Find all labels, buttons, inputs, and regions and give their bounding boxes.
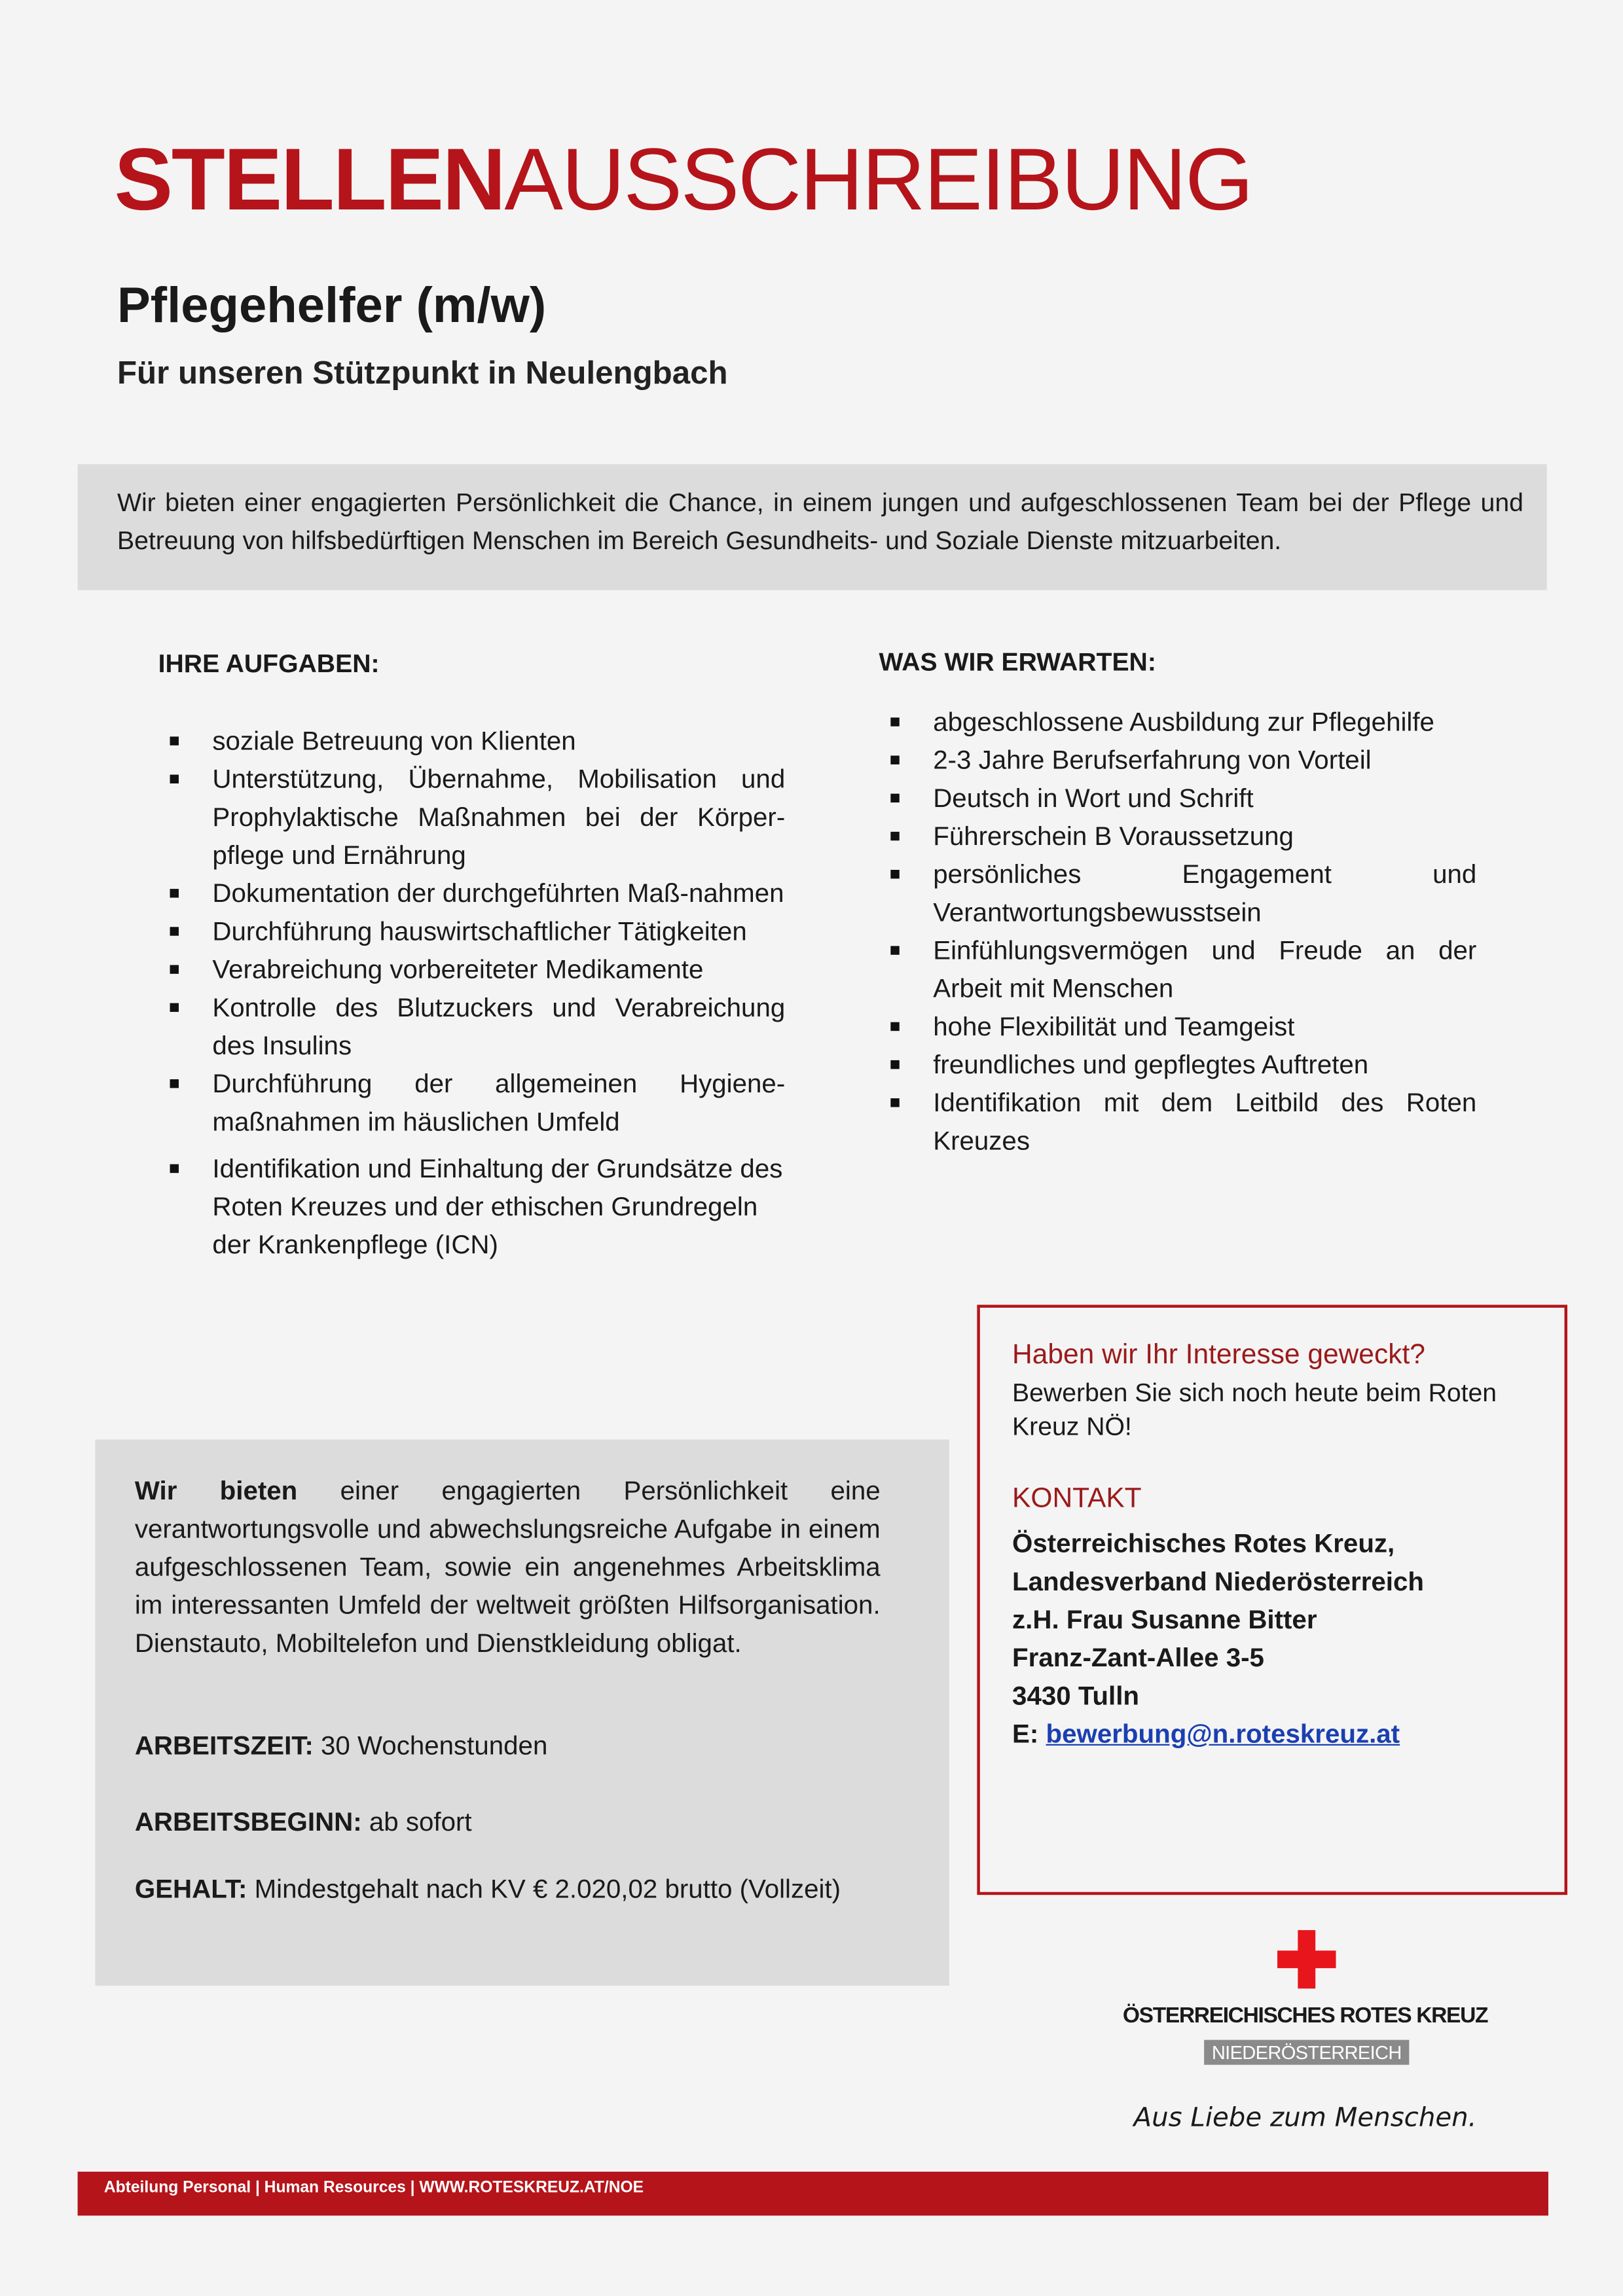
title-bold: STELLEN bbox=[114, 130, 505, 229]
start-value: ab sofort bbox=[361, 1806, 472, 1837]
intro-text: Wir bieten einer engagierten Persönlichkeit die Chance, in einem jungen und aufgeschlossenen Team bei der Pflege und Betreuung von hilfsbedürftigen Menschen im Bereich Gesundheits- und Soziale Dienste mitzuarbeiten. bbox=[117, 488, 1523, 555]
address-line: 3430 Tulln bbox=[1012, 1681, 1140, 1711]
tasks-heading: IHRE AUFGABEN: bbox=[158, 649, 380, 678]
email-link[interactable]: bewerbung@n.roteskreuz.at bbox=[1046, 1719, 1400, 1749]
expectations-list bbox=[886, 703, 1477, 1160]
address-line: Österreichisches Rotes Kreuz, bbox=[1012, 1528, 1395, 1558]
salary-value: Mindestgehalt nach KV € 2.020,02 brutto (Vollzeit) bbox=[247, 1874, 841, 1904]
email-line bbox=[1012, 1715, 1424, 1753]
worktime bbox=[135, 1727, 881, 1765]
footer-bar bbox=[78, 2172, 1548, 2215]
list-item: Durchführung der allgemeinen Hygiene-maßnahmen im häuslichen Umfeld bbox=[166, 1065, 785, 1141]
red-cross-icon bbox=[1277, 1930, 1336, 1988]
list-item: Kontrolle des Blutzuckers und Verabreichung des Insulins bbox=[166, 988, 785, 1064]
salary-label: GEHALT: bbox=[134, 1874, 247, 1904]
job-title: Pflegehelfer (m/w) bbox=[117, 278, 547, 334]
start-date bbox=[135, 1803, 881, 1840]
list-item: Deutsch in Wort und Schrift bbox=[886, 779, 1477, 817]
list-item: Unterstützung, Übernahme, Mobilisation und Prophylaktische Maßnahmen bei der Körper-pflege und Ernährung bbox=[166, 760, 785, 874]
list-item: soziale Betreuung von Klienten bbox=[166, 722, 785, 760]
list-item: Identifikation und Einhaltung der Grundsätze des Roten Kreuzes und der ethischen Grundregeln der Krankenpflege (ICN) bbox=[166, 1149, 785, 1264]
title-regular: AUSSCHREIBUNG bbox=[504, 130, 1252, 229]
logo-org-name: ÖSTERREICHISCHES ROTES KREUZ bbox=[1122, 2003, 1488, 2028]
worktime-value: 30 Wochenstunden bbox=[313, 1731, 548, 1761]
offer-body: einer engagierten Persönlichkeit eine verantwortungsvolle und abwechslungsreiche Aufgabe in einem aufgeschlossenen Team, sowie ein angenehmes Arbeitsklima im interessanten Umfeld der weltweit größten Hilfsorganisation. Dienstauto, Mobiltelefon und Dienstkleidung obligat. bbox=[134, 1476, 881, 1658]
list-item: persönliches Engagement und Verantwortungsbewusstsein bbox=[886, 855, 1477, 931]
interest-question: Haben wir Ihr Interesse geweckt? bbox=[1012, 1340, 1425, 1371]
salary bbox=[135, 1870, 881, 1908]
start-label: ARBEITSBEGINN: bbox=[134, 1806, 362, 1837]
list-item: Durchführung hauswirtschaftlicher Tätigkeiten bbox=[166, 912, 785, 950]
address-line: z.H. Frau Susanne Bitter bbox=[1012, 1605, 1317, 1634]
intro-box bbox=[78, 464, 1547, 590]
logo-slogan: Aus Liebe zum Menschen. bbox=[1133, 2102, 1477, 2134]
list-item: freundliches und gepflegtes Auftreten bbox=[886, 1046, 1477, 1084]
apply-text: Bewerben Sie sich noch heute beim Roten Kreuz NÖ! bbox=[1012, 1378, 1497, 1441]
tasks-list bbox=[166, 722, 785, 1264]
list-item: 2-3 Jahre Berufserfahrung von Vorteil bbox=[886, 741, 1477, 779]
list-item: abgeschlossene Ausbildung zur Pflegehilfe bbox=[886, 703, 1477, 741]
footer-text: Abteilung Personal | Human Resources | WWW.ROTESKREUZ.AT/NOE bbox=[103, 2179, 644, 2197]
expectations-heading: WAS WIR ERWARTEN: bbox=[879, 647, 1156, 677]
list-item: Führerschein B Voraussetzung bbox=[886, 817, 1477, 855]
offer-box bbox=[95, 1439, 949, 1986]
email-label: E: bbox=[1012, 1719, 1046, 1749]
contact-address bbox=[1012, 1524, 1424, 1753]
list-item: hohe Flexibilität und Teamgeist bbox=[886, 1007, 1477, 1045]
address-line: Landesverband Niederösterreich bbox=[1012, 1567, 1424, 1596]
logo-region: NIEDERÖSTERREICH bbox=[1204, 2040, 1409, 2065]
offer-text bbox=[135, 1472, 881, 1662]
worktime-label: ARBEITSZEIT: bbox=[134, 1731, 314, 1761]
contact-box bbox=[977, 1305, 1567, 1895]
list-item: Verabreichung vorbereiteter Medikamente bbox=[166, 950, 785, 988]
list-item: Einfühlungsvermögen und Freude an der Arbeit mit Menschen bbox=[886, 931, 1477, 1007]
job-location-subtitle: Für unseren Stützpunkt in Neulengbach bbox=[117, 354, 728, 391]
list-item: Dokumentation der durchgeführten Maß-nahmen bbox=[166, 874, 785, 912]
address-line: Franz-Zant-Allee 3-5 bbox=[1012, 1643, 1264, 1673]
page-title bbox=[115, 129, 1252, 230]
contact-heading: KONTAKT bbox=[1012, 1483, 1142, 1515]
list-item: Identifikation mit dem Leitbild des Roten Kreuzes bbox=[886, 1084, 1477, 1160]
offer-lead: Wir bieten bbox=[134, 1476, 298, 1506]
